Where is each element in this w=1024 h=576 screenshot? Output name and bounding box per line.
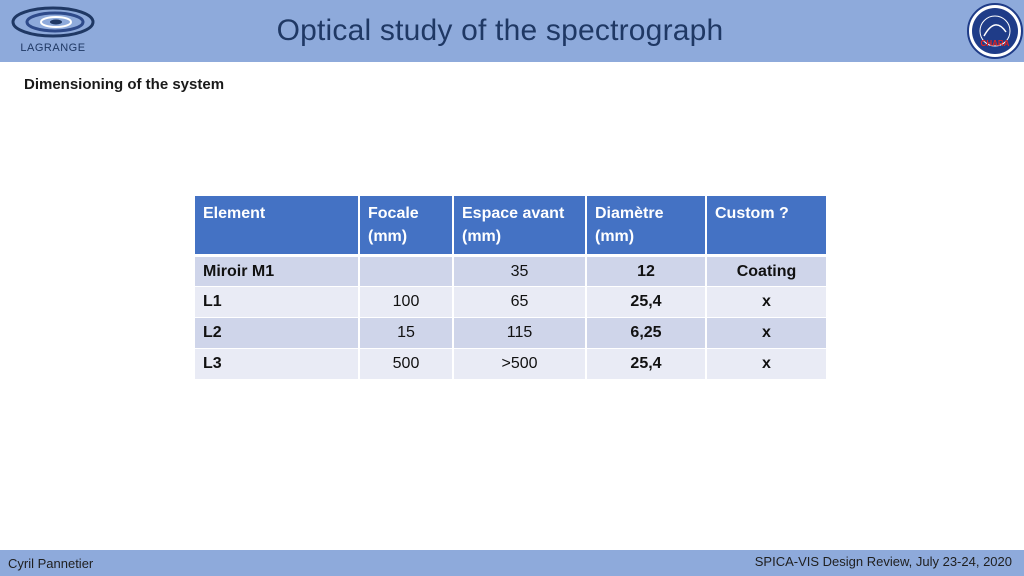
column-header: Focale (mm) (359, 196, 453, 256)
column-header: Custom ? (706, 196, 827, 256)
table-cell: L1 (195, 287, 359, 318)
table-cell: x (706, 318, 827, 349)
table-cell: 115 (453, 318, 586, 349)
logo-word: LAGRANGE (20, 42, 86, 54)
table-cell: x (706, 349, 827, 380)
footer-bar (0, 550, 1024, 576)
column-header: Espace avant (mm) (453, 196, 586, 256)
table-row (195, 349, 827, 380)
table-cell: 25,4 (586, 349, 706, 380)
table-cell: 15 (359, 318, 453, 349)
table-row (195, 287, 827, 318)
table-cell: 65 (453, 287, 586, 318)
table-cell: 100 (359, 287, 453, 318)
svg-text:CHARA: CHARA (980, 39, 1010, 48)
table-cell (359, 256, 453, 287)
table-cell: Miroir M1 (195, 256, 359, 287)
table-row (195, 256, 827, 287)
table-cell: >500 (453, 349, 586, 380)
table-header-row (195, 196, 827, 256)
table-cell: 6,25 (586, 318, 706, 349)
footer-author: Cyril Pannetier (8, 556, 94, 571)
table-cell: x (706, 287, 827, 318)
table-cell: 500 (359, 349, 453, 380)
column-header: Element (195, 196, 359, 256)
chara-logo (966, 2, 1024, 60)
column-header: Diamètre (mm) (586, 196, 706, 256)
table-cell: 35 (453, 256, 586, 287)
table-cell: Coating (706, 256, 827, 287)
table-cell: L3 (195, 349, 359, 380)
dimension-table (195, 196, 828, 380)
header-bar (0, 0, 1024, 62)
section-subtitle: Dimensioning of the system (24, 76, 225, 93)
page-title: Optical study of the spectrograph (276, 14, 724, 47)
table-cell: 12 (586, 256, 706, 287)
footer-event: SPICA-VIS Design Review, July 23-24, 2020 (754, 554, 1012, 569)
table-row (195, 318, 827, 349)
chara-seal-icon (966, 2, 1024, 60)
table-cell: 25,4 (586, 287, 706, 318)
table-cell: L2 (195, 318, 359, 349)
